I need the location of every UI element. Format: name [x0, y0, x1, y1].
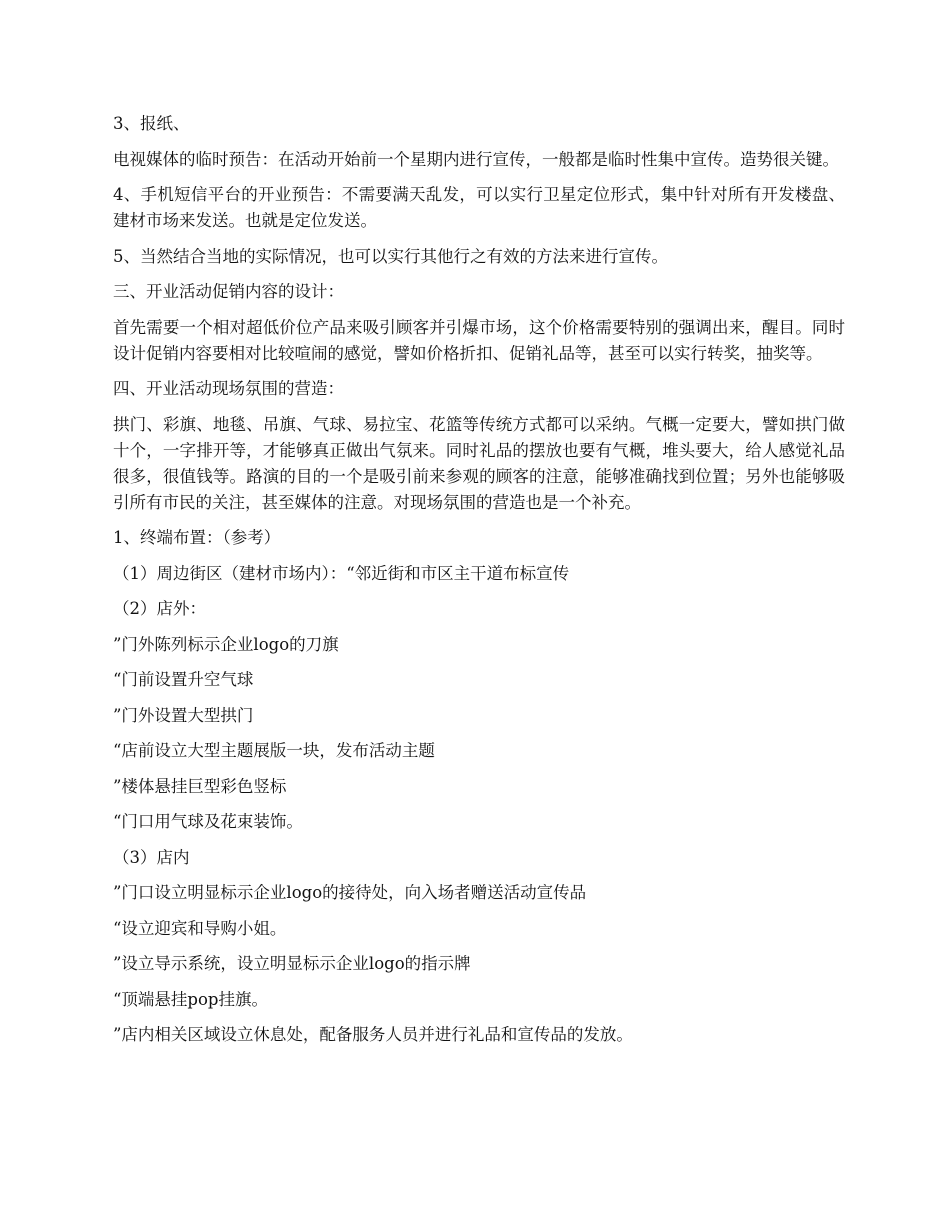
list-item: “顶端悬挂pop挂旗。 [113, 989, 268, 1009]
list-item: ”门口设立明显标示企业logo的接待处，向入场者赠送活动宣传品 [113, 883, 587, 902]
list-item: （1）周边街区（建材市场内）：“邻近街和市区主干道布标宣传 [113, 563, 570, 583]
list-item: “设立迎宾和导购小姐。 [113, 918, 287, 938]
list-item: “店前设立大型主题展版一块，发布活动主题 [113, 741, 435, 760]
section-heading: 四、开业活动现场氛围的营造： [113, 379, 344, 398]
paragraph: 3、报纸、 [113, 114, 190, 133]
document-body [113, 111, 845, 1058]
paragraph: 电视媒体的临时预告：在活动开始前一个星期内进行宣传，一般都是临时性集中宣传。造势很关键。 [113, 149, 839, 169]
list-item: ”楼体悬挂巨型彩色竖标 [113, 776, 287, 796]
paragraph: 4、手机短信平台的开业预告：不需要满天乱发，可以实行卫星定位形式，集中针对所有开发楼盘、建材市场来发送。也就是定位发送。 [113, 185, 845, 230]
paragraph: 首先需要一个相对超低价位产品来吸引顾客并引爆市场，这个价格需要特别的强调出来，醒目。同时设计促销内容要相对比较喧闹的感觉，譬如价格折扣、促销礼品等，甚至可以实行转奖，抽奖等。 [113, 317, 845, 363]
section-heading: 三、开业活动促销内容的设计： [113, 282, 344, 301]
list-item: ”门外设置大型拱门 [113, 705, 254, 725]
list-item: （2）店外： [113, 599, 206, 618]
list-item: ”门外陈列标示企业logo的刀旗 [113, 634, 339, 654]
list-item: ”设立导示系统，设立明显标示企业logo的指示牌 [113, 954, 471, 973]
subsection-heading: 1、终端布置：（参考） [113, 528, 281, 547]
list-item: “门前设置升空气球 [113, 670, 254, 689]
list-item: （3）店内 [113, 847, 190, 867]
list-item: ”店内相关区域设立休息处，配备服务人员并进行礼品和宣传品的发放。 [113, 1025, 633, 1044]
paragraph: 拱门、彩旗、地毯、吊旗、气球、易拉宝、花篮等传统方式都可以采纳。气概一定要大，譬如拱门做十个，一字排开等，才能够真正做出气氛来。同时礼品的摆放也要有气概，堆头要大，给人感觉礼品很多，很值钱等。路演的目的一个是吸引前来参观的顾客的注意，能够准确找到位置；另外也能够吸引所有市民的关注，甚至媒体的注意。对现场氛围的营造也是一个补充。 [113, 414, 845, 512]
list-item: “门口用气球及花束装饰。 [113, 812, 303, 831]
paragraph: 5、当然结合当地的实际情况，也可以实行其他行之有效的方法来进行宣传。 [113, 246, 668, 266]
